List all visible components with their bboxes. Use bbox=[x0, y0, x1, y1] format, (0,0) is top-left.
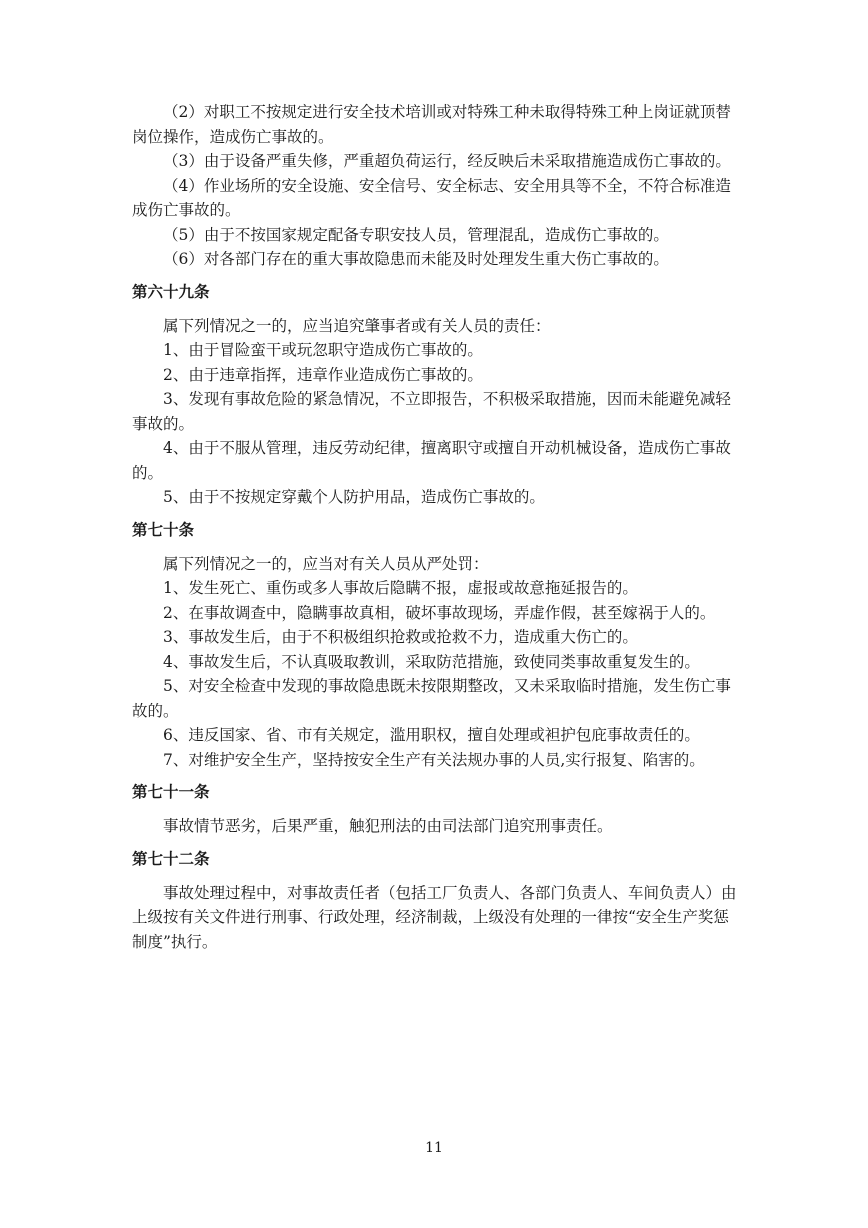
paragraph: （6）对各部门存在的重大事故隐患而未能及时处理发生重大伤亡事故的。 bbox=[163, 250, 669, 268]
paragraph: （3）由于设备严重失修，严重超负荷运行，经反映后未采取措施造成伤亡事故的。 bbox=[163, 152, 731, 170]
paragraph: （2）对职工不按规定进行安全技术培训或对特殊工种未取得特殊工种上岗证就顶替岗位操作，造成伤亡事故的。 bbox=[132, 103, 731, 146]
page-number: 11 bbox=[425, 1140, 443, 1156]
article-heading: 第七十二条 bbox=[132, 849, 210, 868]
paragraph: 事故情节恶劣，后果严重，触犯刑法的由司法部门追究刑事责任。 bbox=[163, 817, 613, 835]
paragraph: 属下列情况之一的，应当追究肇事者或有关人员的责任： bbox=[163, 316, 551, 335]
paragraph: （5）由于不按国家规定配备专职安技人员，管理混乱，造成伤亡事故的。 bbox=[163, 225, 669, 244]
paragraph: 4、事故发生后，不认真吸取教训，采取防范措施，致使同类事故重复发生的。 bbox=[163, 652, 700, 671]
page-body bbox=[132, 100, 744, 954]
paragraph: 7、对维护安全生产，坚持按安全生产有关法规办事的人员,实行报复、陷害的。 bbox=[163, 750, 705, 769]
paragraph: 1、由于冒险蛮干或玩忽职守造成伤亡事故的。 bbox=[163, 341, 483, 359]
paragraph: 2、由于违章指挥，违章作业造成伤亡事故的。 bbox=[163, 365, 483, 384]
paragraph: （4）作业场所的安全设施、安全信号、安全标志、安全用具等不全，不符合标准造成伤亡事故的。 bbox=[132, 176, 731, 219]
paragraph: 6、违反国家、省、市有关规定，滥用职权，擅自处理或袒护包庇事故责任的。 bbox=[163, 726, 700, 744]
article-heading: 第七十条 bbox=[132, 520, 195, 539]
paragraph: 2、在事故调查中，隐瞒事故真相，破坏事故现场，弄虚作假，甚至嫁祸于人的。 bbox=[163, 603, 716, 622]
paragraph: 事故处理过程中，对事故责任者（包括工厂负责人、各部门负责人、车间负责人）由上级按有关文件进行刑事、行政处理，经济制裁，上级没有处理的一律按“安全生产奖惩制度”执行。 bbox=[132, 883, 737, 951]
paragraph: 3、事故发生后，由于不积极组织抢救或抢救不力，造成重大伤亡的。 bbox=[163, 628, 638, 646]
paragraph: 1、发生死亡、重伤或多人事故后隐瞒不报，虚报或故意拖延报告的。 bbox=[163, 579, 638, 597]
paragraph: 3、发现有事故危险的紧急情况，不立即报告，不积极采取措施，因而未能避免减轻事故的。 bbox=[132, 390, 731, 433]
paragraph: 5、对安全检查中发现的事故隐患既未按限期整改，又未采取临时措施，发生伤亡事故的。 bbox=[132, 677, 731, 720]
paragraph: 5、由于不按规定穿戴个人防护用品，造成伤亡事故的。 bbox=[163, 488, 545, 506]
paragraph: 属下列情况之一的，应当对有关人员从严处罚： bbox=[163, 554, 489, 573]
article-heading: 第七十一条 bbox=[132, 783, 210, 801]
article-heading: 第六十九条 bbox=[132, 282, 210, 301]
paragraph: 4、由于不服从管理，违反劳动纪律，擅离职守或擅自开动机械设备，造成伤亡事故的。 bbox=[132, 439, 731, 482]
